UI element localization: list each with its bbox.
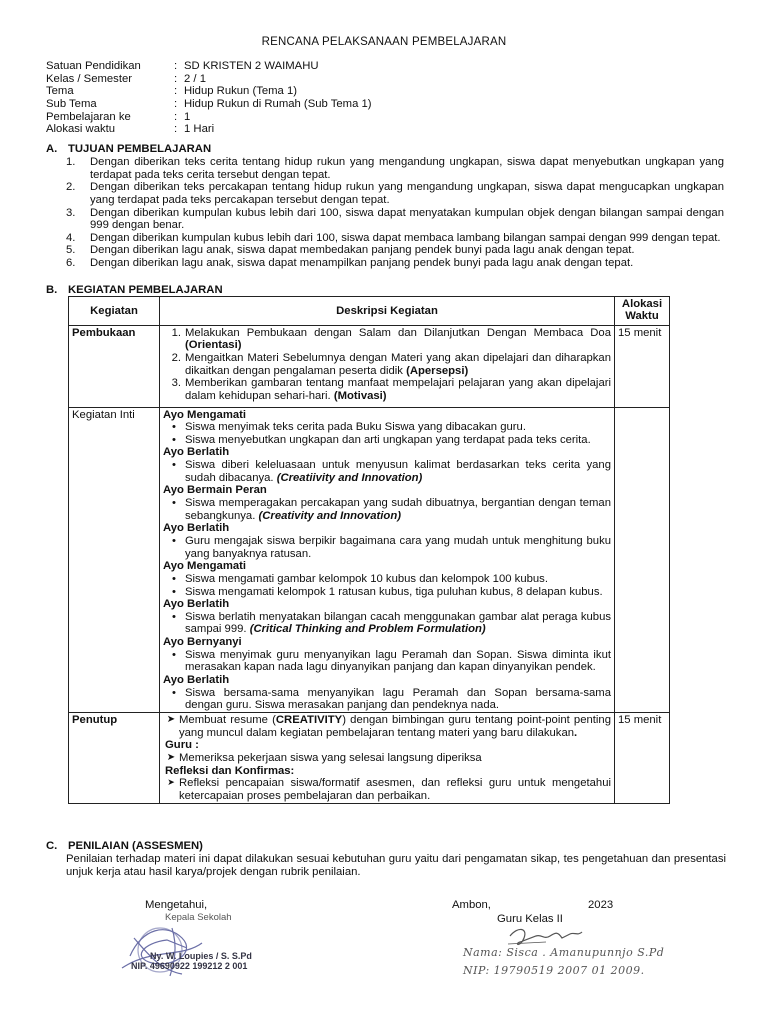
info-row <box>46 60 372 73</box>
section-b-title: KEGIATAN PEMBELAJARAN <box>68 284 223 296</box>
info-row <box>46 85 372 98</box>
row-penutup <box>69 712 670 803</box>
section-c-number: C. <box>46 840 58 852</box>
section-c-title: PENILAIAN (ASSESMEN) <box>68 840 203 852</box>
section-c-heading <box>46 840 203 853</box>
activity-list <box>163 687 611 712</box>
activity-group-title: Ayo Berlatih <box>163 522 230 535</box>
list-item: • Guru mengajak siswa berpikir bagaimana cara yang mudah untuk menghitung buku yang banyaknya ratusan. <box>163 535 611 560</box>
list-item: 3. Memberikan gambaran tentang manfaat mempelajari pelajaran yang akan dipelajari dalam kehidupan sehari-hari. (Motivasi) <box>171 377 611 402</box>
activity-group-title: Ayo Mengamati <box>163 408 247 421</box>
info-row <box>46 123 372 136</box>
arrow-bullet-icon: ➤ <box>166 713 176 725</box>
header-kegiatan: Kegiatan <box>69 297 160 326</box>
activity-list <box>163 649 611 674</box>
list-item: ➤ Memeriksa pekerjaan siswa yang selesai langsung diperiksa <box>163 752 611 765</box>
inti-content <box>160 407 615 712</box>
section-a-title: TUJUAN PEMBELAJARAN <box>68 143 212 155</box>
section-a-number: A. <box>46 143 58 155</box>
row-pembukaan <box>69 325 670 407</box>
list-item: 2. Mengaitkan Materi Sebelumnya dengan Materi yang akan dipelajari dan diharapkan dikaitkan dengan pengalaman peserta didik (Apersepsi) <box>171 352 611 377</box>
refleksi-label: Refleksi dan Konfirmas: <box>165 764 295 777</box>
guru-kelas-title: Guru Kelas II <box>497 913 563 925</box>
activity-list <box>163 459 611 484</box>
info-colon: : <box>174 97 178 110</box>
activity-group-title: Ayo Bernyanyi <box>163 636 242 649</box>
activity-group-title: Ayo Mengamati <box>163 560 247 573</box>
bullet-icon: • <box>172 648 176 661</box>
info-value: Hidup Rukun di Rumah (Sub Tema 1) <box>184 97 372 110</box>
activity-list <box>163 421 611 446</box>
info-value: Hidup Rukun (Tema 1) <box>184 85 298 98</box>
info-value: 1 Hari <box>184 123 215 136</box>
bullet-icon: • <box>172 686 176 699</box>
list-item: • Siswa memperagakan percakapan yang sudah dibuatnya, bergantian dengan teman sebangkunya. (Creativity and Innovation) <box>163 497 611 522</box>
info-key: Pembelajaran ke <box>46 110 131 123</box>
arrow-bullet-icon: ➤ <box>167 777 175 788</box>
activity-group-title: Ayo Berlatih <box>163 446 230 459</box>
list-item: • Siswa diberi keleluasaan untuk menyusun kalimat berdasarkan teks cerita yang sudah dibacanya. (Creatiivity and Innovation) <box>163 459 611 484</box>
section-a-heading <box>46 143 211 156</box>
info-colon: : <box>174 110 178 123</box>
bullet-icon: • <box>172 572 176 585</box>
kepala-sekolah-nip: NIP. 49690922 199212 2 001 <box>131 961 248 971</box>
list-item: • Siswa berlatih menyatakan bilangan cacah menggunakan gambar alat peraga kubus sampai 999. (Critical Thinking and Problem Formulation) <box>163 611 611 636</box>
teacher-signature-icon <box>506 922 586 948</box>
info-key: Satuan Pendidikan <box>46 60 141 72</box>
list-item: • Siswa mengamati gambar kelompok 10 kubus dan kelompok 100 kubus. <box>163 573 611 586</box>
info-value: 1 <box>184 110 191 123</box>
pembukaan-list <box>163 327 611 403</box>
info-colon: : <box>174 123 178 136</box>
activity-list <box>163 535 611 560</box>
kepala-sekolah-name: Ny. W. Loupies / S. S.Pd <box>150 951 252 961</box>
activity-list <box>163 611 611 636</box>
list-item: 3. Dengan diberikan kumpulan kubus lebih dari 100, siswa dapat menyatakan kumpulan objek dengan bilangan sampai dengan 999 dengan benar. <box>66 206 724 232</box>
bullet-icon: • <box>172 421 176 434</box>
list-item: • Siswa mengamati kelompok 1 ratusan kubus, tiga puluhan kubus, 8 delapan kubus. <box>163 586 611 599</box>
penutup-time: 15 menit <box>615 712 670 803</box>
bullet-icon: • <box>172 433 176 446</box>
penutup-label: Penutup <box>69 712 160 803</box>
info-value: 2 / 1 <box>184 72 206 85</box>
bullet-icon: • <box>172 497 176 510</box>
list-item: ➤ Refleksi pencapaian siswa/formatif asesmen, dan refleksi guru untuk mengetahui ketercapaian proses pembelajaran dan perbaikan. <box>163 777 611 802</box>
info-key: Kelas / Semester <box>46 72 133 85</box>
guru-label: Guru : <box>165 739 199 752</box>
list-item: 2. Dengan diberikan teks percakapan tentang hidup rukun yang mengandung ungkapan, siswa dapat mengucapkan ungkapan yang terdapat pada teks percakapan tersebut dengan tepat. <box>66 181 724 206</box>
info-colon: : <box>174 60 178 72</box>
tujuan-list <box>66 156 724 270</box>
pembukaan-time: 15 menit <box>615 325 670 407</box>
info-table <box>46 60 372 136</box>
info-row <box>46 98 372 111</box>
page-title: RENCANA PELAKSANAAN PEMBELAJARAN <box>261 36 507 48</box>
year-label: 2023 <box>588 899 614 911</box>
mengetahui-label: Mengetahui, <box>145 899 208 911</box>
info-row <box>46 73 372 86</box>
row-inti <box>69 407 670 712</box>
list-item: • Siswa bersama-sama menyanyikan lagu Peramah dan Sopan bersama-sama dengan guru. Siswa merasakan panjang dan pendeknya nada. <box>163 687 611 712</box>
place-date <box>452 899 620 912</box>
teacher-name: Nama: Sisca . Amanupunnjo S.Pd <box>463 946 665 959</box>
info-colon: : <box>174 72 178 85</box>
kepala-sekolah-title: Kepala Sekolah <box>165 912 232 923</box>
info-value: SD KRISTEN 2 WAIMAHU <box>184 60 319 72</box>
activity-list <box>163 497 611 522</box>
city-label: Ambon, <box>452 899 491 911</box>
info-key: Tema <box>46 85 74 98</box>
list-item: 4. Dengan diberikan kumpulan kubus lebih dari 100, siswa dapat membaca lambang bilangan sampai dengan 999 dengan tepat. <box>66 231 721 244</box>
penutup-list <box>163 714 611 739</box>
list-item: 1. Dengan diberikan teks cerita tentang hidup rukun yang mengandung ungkapan, siswa dapat menyebutkan ungkapan yang terdapat pada teks cerita tersebut dengan tepat. <box>66 156 724 181</box>
header-alokasi: Alokasi Waktu <box>615 297 670 326</box>
bullet-icon: • <box>172 534 176 547</box>
bullet-icon: • <box>172 459 176 472</box>
activity-group-title: Ayo Berlatih <box>163 674 230 687</box>
info-key: Alokasi waktu <box>46 123 116 136</box>
teacher-nip: NIP: 19790519 2007 01 2009. <box>463 964 645 977</box>
penilaian-text: Penilaian terhadap materi ini dapat dilakukan sesuai kebutuhan guru yaitu dari pengamatan sikap, tes pengetahuan dan presentasi unjuk kerja atau hasil karya/projek dengan rubrik penilaian. <box>66 853 726 878</box>
inti-label: Kegiatan Inti <box>69 407 160 712</box>
list-item: • Siswa menyebutkan ungkapan dan arti ungkapan yang terdapat pada teks cerita. <box>163 434 611 447</box>
list-item: 6. Dengan diberikan lagu anak, siswa dapat menampilkan panjang pendek bunyi pada lagu anak dengan tepat. <box>66 257 634 270</box>
list-item: • Siswa menyimak guru menyanyikan lagu Peramah dan Sopan. Siswa diminta ikut merasakan kapan nada lagu dinyanyikan panjang dan kapan dinyanyikan pendek. <box>163 649 611 674</box>
list-item: 5. Dengan diberikan lagu anak, siswa dapat membedakan panjang pendek bunyi pada lagu anak dengan tepat. <box>66 244 635 257</box>
bullet-icon: • <box>172 585 176 598</box>
bullet-icon: • <box>172 610 176 623</box>
section-b-number: B. <box>46 284 58 296</box>
info-row <box>46 111 372 124</box>
list-item: 1. Melakukan Pembukaan dengan Salam dan Dilanjutkan Dengan Membaca Doa (Orientasi) <box>171 326 611 352</box>
pembukaan-label: Pembukaan <box>69 325 160 407</box>
header-deskripsi: Deskripsi Kegiatan <box>160 297 615 326</box>
activity-group-title: Ayo Berlatih <box>163 598 230 611</box>
info-colon: : <box>174 85 178 98</box>
activity-group-title: Ayo Bermain Peran <box>163 484 267 497</box>
arrow-bullet-icon: ➤ <box>166 751 176 763</box>
list-item: ➤ Membuat resume (CREATIVITY) dengan bimbingan guru tentang point-point penting yang muncul dalam kegiatan pembelajaran tentang materi yang baru dilakukan. <box>163 714 611 739</box>
info-key: Sub Tema <box>46 97 97 110</box>
section-b-heading <box>46 284 223 297</box>
list-item: • Siswa menyimak teks cerita pada Buku Siswa yang dibacakan guru. <box>163 421 611 434</box>
kegiatan-table <box>68 296 670 804</box>
activity-list <box>163 573 611 598</box>
